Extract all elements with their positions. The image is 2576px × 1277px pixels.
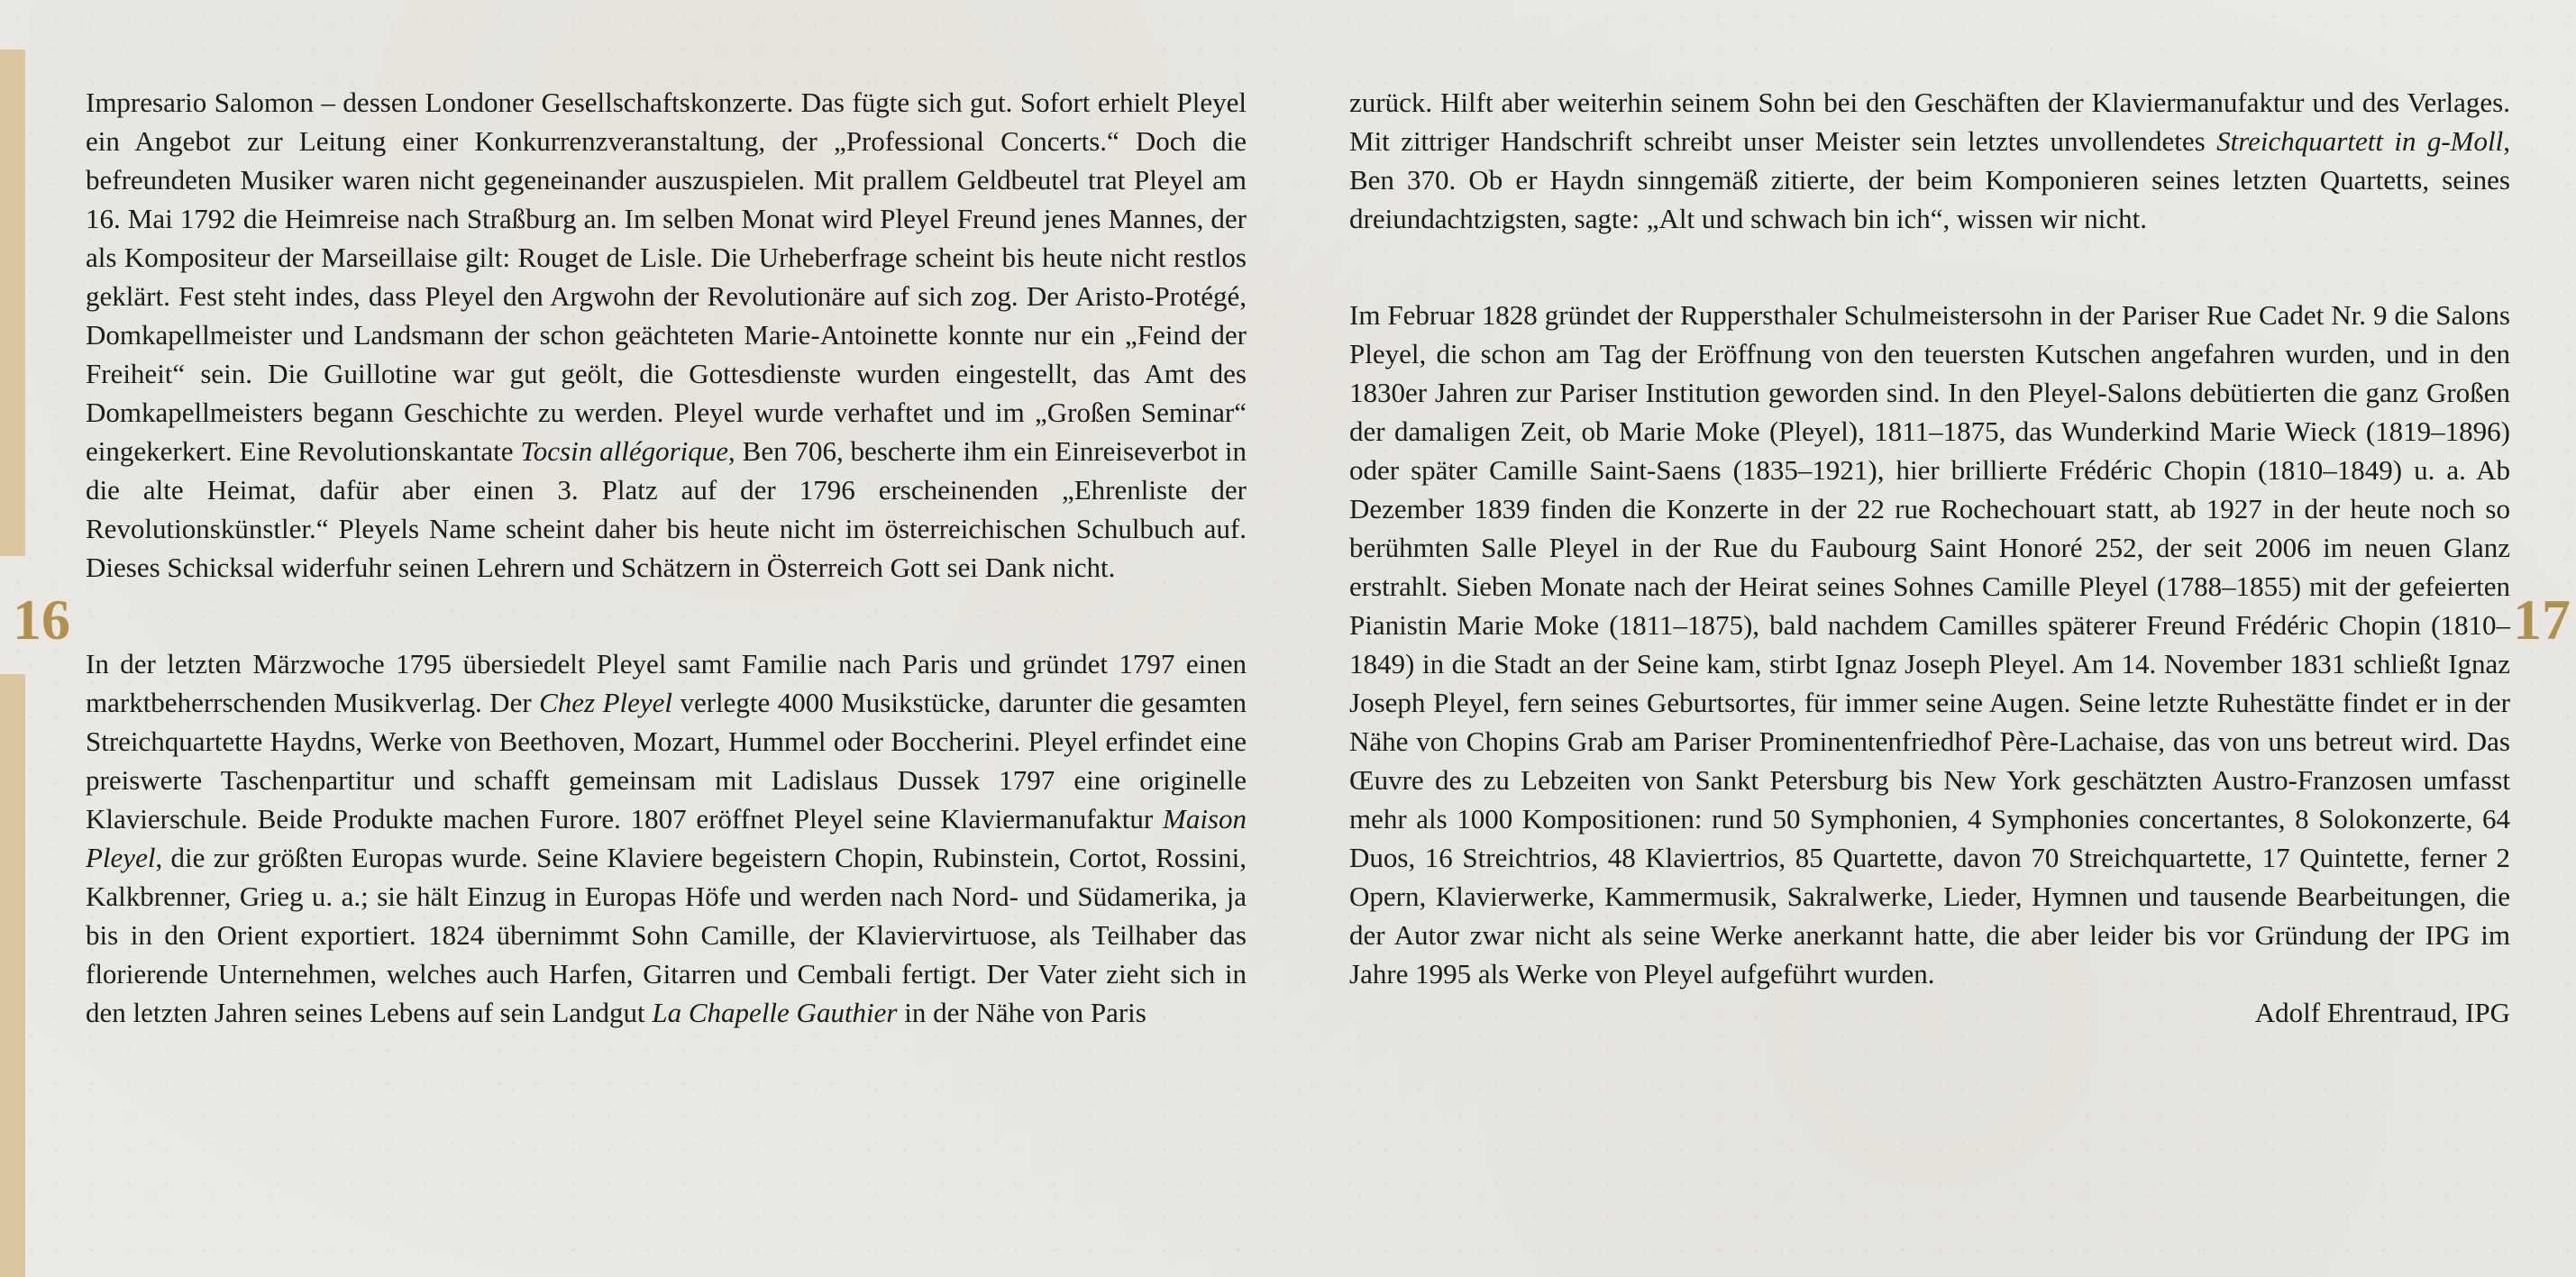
text-segment: , Ben 370. Ob er Haydn sinngemäß zitierte, der beim Komponieren seines letzten Quartetts, seines dreiundachtzigsten, sagte: „Alt und schwach bin ich“, wissen wir nicht. [1349, 125, 2510, 234]
page-number-right: 17 [2513, 588, 2571, 652]
text-segment: zurück. Hilft aber weiterhin seinem Sohn bei den Geschäften der Klaviermanufaktur und des Verlages. Mit zittriger Handschrift schreibt unser Meister sein letztes unvollendetes [1349, 87, 2510, 157]
right-page-text-column [1349, 83, 2510, 1032]
right-paragraph-2 [1349, 296, 2510, 993]
left-paragraph-2 [86, 644, 1247, 1032]
text-segment-italic: La Chapelle Gauthier [652, 997, 898, 1028]
left-paragraph-1 [86, 83, 1247, 587]
left-edge-band-bottom [0, 674, 25, 1277]
text-segment-italic: Maison Pleyel [86, 803, 1247, 873]
right-paragraph-1 [1349, 83, 2510, 238]
text-segment: Impresario Salomon – dessen Londoner Gesellschaftskonzerte. Das fügte sich gut. Sofort erhielt Pleyel ein Angebot zur Leitung einer Konkurrenzveranstaltung, der „Professional Concerts.“ Doch die befreundeten Musiker waren nicht gegeneinander auszuspielen. Mit prallem Geldbeutel trat Pleyel am 16. Mai 1792 die Heimreise nach Straßburg an. Im selben Monat wird Pleyel Freund jenes Mannes, der als Kompositeur der Marseillaise gilt: Rouget de Lisle. Die Urheberfrage scheint bis heute nicht restlos geklärt. Fest steht indes, dass Pleyel den Argwohn der Revolutionäre auf sich zog. Der Aristo-Protégé, Domkapellmeister und Landsmann der schon geächteten Marie-Antoinette konnte nur ein „Feind der Freiheit“ sein. Die Guillotine war gut geölt, die Gottesdienste wurden eingestellt, das Amt des Domkapellmeisters begann Geschichte zu werden. Pleyel wurde verhaftet und im „Großen Seminar“ eingekerkert. Eine Revolutionskantate [86, 87, 1247, 467]
text-segment: , die zur größten Europas wurde. Seine Klaviere begeistern Chopin, Rubinstein, Cortot, Rossini, Kalkbrenner, Grieg u. a.; sie hält Einzug in Europas Höfe und werden nach Nord- und Südamerika, ja bis in den Orient exportiert. 1824 übernimmt Sohn Camille, der Klaviervirtuose, als Teilhaber das florierende Unternehmen, welches auch Harfen, Gitarren und Cembali fertigt. Der Vater zieht sich in den letzten Jahren seines Lebens auf sein Landgut [86, 842, 1247, 1028]
author-signature: Adolf Ehrentraud, IPG [2254, 997, 2510, 1028]
text-segment-italic: Chez Pleyel [539, 687, 673, 718]
text-segment: Im Februar 1828 gründet der Ruppersthaler Schulmeistersohn in der Pariser Rue Cadet Nr. 9 die Salons Pleyel, die schon am Tag der Eröffnung von den teuersten Kutschen angefahren wurden, und in den 1830er Jahren zur Pariser Institution geworden sind. In den Pleyel-Salons debütierten die ganz Großen der damaligen Zeit, ob Marie Moke (Pleyel), 1811–1875, das Wunderkind Marie Wieck (1819–1896) oder später Camille Saint-Saens (1835–1921), hier brillierte Frédéric Chopin (1810–1849) u. a. Ab Dezember 1839 finden die Konzerte in der 22 rue Rochechouart statt, ab 1927 in der heute noch so berühmten Salle Pleyel in der Rue du Faubourg Saint Honoré 252, der seit 2006 im neuen Glanz erstrahlt. Sieben Monate nach der Heirat seines Sohnes Camille Pleyel (1788–1855) mit der gefeierten Pianistin Marie Moke (1811–1875), bald nachdem Camilles späterer Freund Frédéric Chopin (1810–1849) in die Stadt an der Seine kam, stirbt Ignaz Joseph Pleyel. Am 14. November 1831 schließt Ignaz Joseph Pleyel, fern seines Geburtsortes, für immer seine Augen. Seine letzte Ruhestätte findet er in der Nähe von Chopins Grab am Pariser Prominentenfriedhof Père-Lachaise, das von uns betreut wird. Das Œuvre des zu Lebzeiten von Sankt Petersburg bis New York geschätzten Austro-Franzosen umfasst mehr als 1000 Kompositionen: rund 50 Symphonien, 4 Symphonies concertantes, 8 Solokonzerte, 64 Duos, 16 Streichtrios, 48 Klaviertrios, 85 Quartette, davon 70 Streichquartette, 17 Quintette, ferner 2 Opern, Klavierwerke, Kammermusik, Sakralwerke, Lieder, Hymnen und tausende Bearbeitungen, die der Autor zwar nicht als seine Werke anerkannt hatte, die aber leider bis vor Gründung der IPG im Jahre 1995 als Werke von Pleyel aufgeführt wurden. [1349, 299, 2510, 990]
left-edge-band-top [0, 50, 25, 556]
text-segment: , Ben 706, bescherte ihm ein Einreiseverbot in die alte Heimat, dafür aber einen 3. Platz auf der 1796 erscheinenden „Ehrenliste der Revolutionskünstler.“ Pleyels Name scheint daher bis heute nicht im österreichischen Schulbuch auf. Dieses Schicksal widerfuhr seinen Lehrern und Schätzern in Österreich Gott sei Dank nicht. [86, 435, 1247, 583]
page-number-left: 16 [13, 588, 70, 652]
text-segment: in der Nähe von Paris [897, 997, 1146, 1028]
left-page-text-column [86, 83, 1247, 1032]
text-segment-italic: Streichquartett in g-Moll [2216, 125, 2504, 157]
text-segment-italic: Tocsin allégorique [520, 435, 729, 467]
text-segment: In der letzten Märzwoche 1795 übersiedelt Pleyel samt Familie nach Paris und gründet 1797 einen marktbeherrschenden Musikverlag. Der [86, 648, 1247, 718]
text-segment: verlegte 4000 Musikstücke, darunter die gesamten Streichquartette Haydns, Werke von Beethoven, Mozart, Hummel oder Boccherini. Pleyel erfindet eine preiswerte Taschenpartitur und schafft gemeinsam mit Ladislaus Dussek 1797 eine originelle Klavierschule. Beide Produkte machen Furore. 1807 eröffnet Pleyel seine Klaviermanufaktur [86, 687, 1247, 835]
